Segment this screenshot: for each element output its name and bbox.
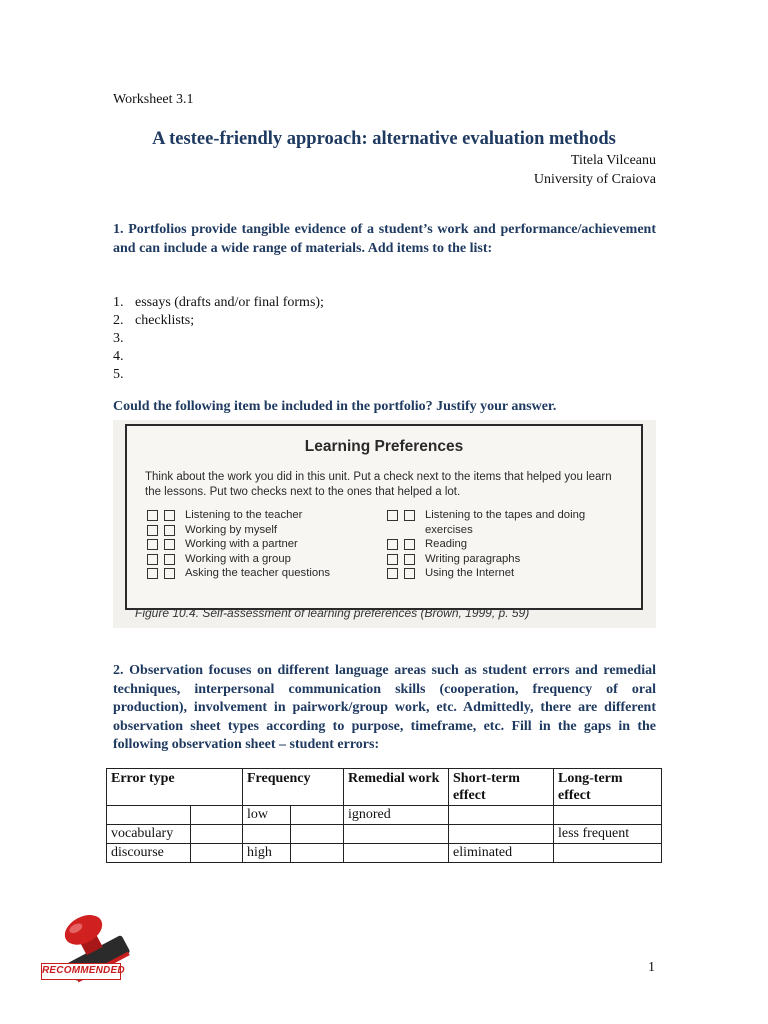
table-cell[interactable]: [554, 806, 662, 825]
figure-frame: [125, 424, 643, 610]
checklist-label: Reading: [425, 538, 468, 550]
section-1-text: 1. Portfolios provide tangible evidence of a student’s work and performance/achievement and can include a wide range of materials. Add items to the list:: [113, 222, 656, 256]
table-cell[interactable]: [191, 844, 243, 863]
table-cell[interactable]: [191, 806, 243, 825]
checklist-row: [147, 552, 367, 567]
list-item-number: 2.: [113, 313, 124, 328]
checkbox-icon: [404, 510, 415, 521]
stamp-label: RECOMMENDED: [41, 963, 121, 980]
table-cell[interactable]: discourse: [107, 844, 191, 863]
checkbox-icon: [387, 510, 398, 521]
checklist-label: Writing paragraphs: [425, 552, 521, 565]
list-item-number: 4.: [113, 349, 124, 364]
column-header: Remedial work: [344, 769, 449, 806]
checklist-label: Asking the teacher questions: [185, 567, 331, 579]
checklist-row: [147, 537, 367, 552]
page-number: 1: [648, 960, 655, 975]
portfolio-question: Could the following item be included in the portfolio? Justify your answer.: [113, 399, 557, 414]
table-row: [107, 806, 662, 825]
figure-caption: Figure 10.4. Self-assessment of learning preferences (Brown, 1999, p. 59): [135, 606, 530, 620]
checklist-label: Working with a partner: [185, 538, 298, 550]
table-cell[interactable]: [449, 806, 554, 825]
checkbox-icon: [147, 539, 158, 550]
list-item: [113, 366, 324, 384]
column-header: Frequency: [243, 769, 344, 806]
checklist-row: [387, 508, 627, 523]
checkbox-icon: [164, 510, 175, 521]
column-header: Error type: [107, 769, 243, 806]
checklist-row-continuation: [387, 523, 627, 538]
checkbox-icon: [147, 554, 158, 565]
checklist-label: Working with a group: [185, 552, 291, 565]
list-item-number: 1.: [113, 295, 124, 310]
author-name: Titela Vilceanu: [570, 153, 656, 168]
figure-left-column: [147, 508, 367, 581]
table-cell[interactable]: [191, 825, 243, 844]
table-cell[interactable]: [291, 825, 344, 844]
column-header: Long-term effect: [554, 769, 662, 806]
list-item: [113, 294, 324, 312]
author-affiliation: University of Craiova: [533, 172, 656, 187]
checkbox-icon: [164, 554, 175, 565]
list-item-number: 3.: [113, 331, 124, 346]
author-block: [534, 151, 656, 189]
checkbox-icon: [164, 525, 175, 536]
list-item-text: checklists;: [135, 313, 195, 328]
document-title: A testee-friendly approach: alternative evaluation methods: [152, 129, 616, 149]
portfolio-item-list: [113, 294, 324, 384]
table-cell[interactable]: [344, 844, 449, 863]
observation-sheet-table: [106, 768, 662, 863]
table-cell[interactable]: [291, 844, 344, 863]
checkbox-icon: [387, 539, 398, 550]
learning-preferences-figure: [113, 420, 656, 628]
figure-instruction: Think about the work you did in this unit. Put a check next to the items that helped you learn the lessons. Put two checks next to the ones that helped a lot.: [145, 471, 612, 498]
checkbox-icon: [164, 539, 175, 550]
table-cell[interactable]: vocabulary: [107, 825, 191, 844]
checklist-row: [387, 566, 627, 581]
table-cell[interactable]: eliminated: [449, 844, 554, 863]
figure-heading: Learning Preferences: [304, 438, 464, 455]
table-cell[interactable]: low: [243, 806, 291, 825]
checklist-row: [147, 523, 367, 538]
list-item: [113, 330, 324, 348]
table-cell[interactable]: ignored: [344, 806, 449, 825]
table-cell[interactable]: high: [243, 844, 291, 863]
checkbox-icon: [147, 568, 158, 579]
table-row: [107, 825, 662, 844]
table-cell[interactable]: less frequent: [554, 825, 662, 844]
checklist-label: exercises: [425, 523, 473, 536]
table-cell[interactable]: [344, 825, 449, 844]
checklist-label: Listening to the teacher: [185, 509, 303, 521]
checkbox-icon: [387, 568, 398, 579]
checkbox-icon: [404, 568, 415, 579]
list-item-text: essays (drafts and/or final forms);: [135, 295, 324, 310]
checkbox-icon: [147, 525, 158, 536]
list-item: [113, 312, 324, 330]
checkbox-icon: [387, 554, 398, 565]
section-2-text: 2. Observation focuses on different language areas such as student errors and remedial techniques, interpersonal communication skills (cooperation, frequency of oral production), involvement in pairwork/group work, etc. Admittedly, there are different observation sheet types according to purpose, timeframe, etc. Fill in the gaps in the following observation sheet – student errors:: [113, 663, 656, 752]
table-cell[interactable]: [243, 825, 291, 844]
figure-right-column: [387, 508, 627, 581]
list-item-number: 5.: [113, 367, 124, 382]
worksheet-label: Worksheet 3.1: [113, 92, 194, 107]
table-cell[interactable]: [291, 806, 344, 825]
table-cell[interactable]: [107, 806, 191, 825]
checkbox-icon: [404, 554, 415, 565]
checklist-row: [387, 552, 627, 567]
table-header-row: [107, 769, 662, 806]
table-row: [107, 844, 662, 863]
table-cell[interactable]: [449, 825, 554, 844]
table-cell[interactable]: [554, 844, 662, 863]
checklist-row: [147, 508, 367, 523]
checkbox-icon: [147, 510, 158, 521]
list-item: [113, 348, 324, 366]
checklist-row: [387, 537, 627, 552]
checklist-label: Using the Internet: [425, 567, 515, 579]
checkbox-icon: [164, 568, 175, 579]
checklist-row: [147, 566, 367, 581]
checklist-label: Working by myself: [185, 523, 278, 536]
checkbox-icon: [404, 539, 415, 550]
checklist-label: Listening to the tapes and doing: [425, 509, 586, 521]
column-header: Short-term effect: [449, 769, 554, 806]
